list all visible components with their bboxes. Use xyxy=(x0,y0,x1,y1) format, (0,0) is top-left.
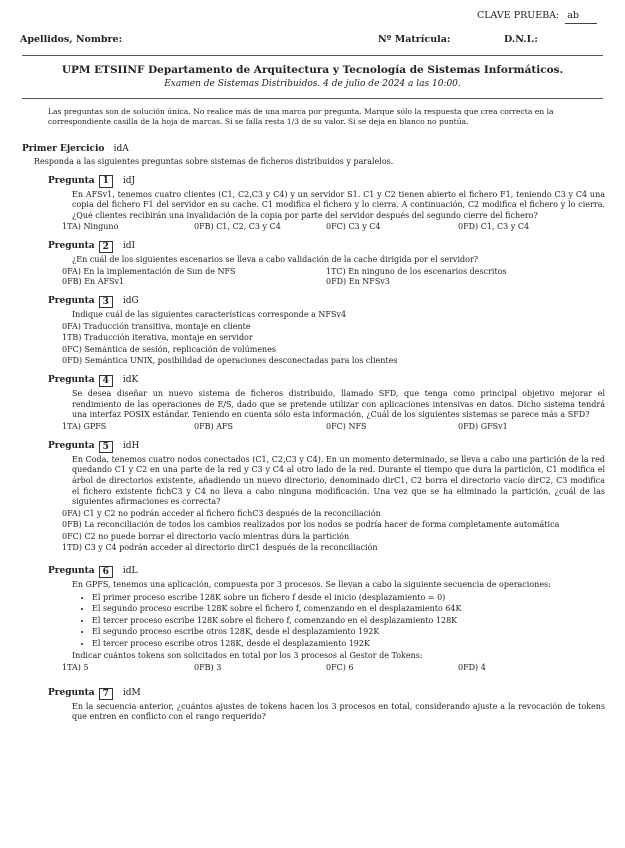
clave-value: ab xyxy=(565,10,597,24)
list-item: • El segundo proceso escribe otros 128K, desde el desplazamiento 192K xyxy=(92,627,605,638)
exam-title: UPM ETSIINF Departamento de Arquitectura y Tecnología de Sistemas Informáticos. xyxy=(61,64,564,76)
options xyxy=(62,509,605,554)
options xyxy=(62,663,605,674)
clave-prueba xyxy=(477,10,597,24)
question-label: Pregunta xyxy=(48,375,95,386)
question-7 xyxy=(22,688,605,723)
option: 0FC) Semántica de sesión, replicación de volúmenes xyxy=(62,344,277,354)
option: 1TC) En ninguno de los escenarios descritos xyxy=(326,266,507,276)
question-number: 5 xyxy=(99,441,113,453)
exam-subtitle: Examen de Sistemas Distribuidos. 4 de julio de 2024 a las 10:00. xyxy=(164,78,461,89)
option: 0FC) 6 xyxy=(326,662,354,672)
question-id: idL xyxy=(122,566,138,577)
question-id: idH xyxy=(122,440,140,451)
question-text: Se desea diseñar un nuevo sistema de ficheros distribuido, llamado SFD, que tenga como principal objetivo mejorar el rendimiento de las operaciones de E/S, dado que se pretende utilizar con aplicaciones intensivas en datos. Dicho sistema tendrá una interfaz POSIX estándar. Teniendo en cuenta sólo esta información, ¿Cuál de los siguientes sistemas se parece más a SFD? xyxy=(72,389,605,420)
exercise-heading xyxy=(22,144,605,156)
question-text: En AFSv1, tenemos cuatro clientes (C1, C2,C3 y C4) y un servidor S1. C1 y C2 tienen abierto el fichero F1, teniendo C3 y C4 una copia del fichero F1 del servidor en su cache. C1 modifica el fichero y lo cierra. A continuación, C2 modifica el fichero y lo cierra. ¿Qué clientes recibirán una invalidación de la copia por parte del servidor después del segundo cierre del fichero? xyxy=(72,189,605,220)
list-item: • El tercer proceso escribe otros 128K, desde el desplazamiento 192K xyxy=(92,639,605,650)
question-number: 3 xyxy=(99,296,113,308)
option: 1TD) C3 y C4 podrán acceder al directorio dirC1 después de la reconciliación xyxy=(62,543,378,553)
exercise-id: idA xyxy=(113,144,129,154)
option: 0FB) AFS xyxy=(194,422,233,431)
exercise-title: Primer Ejercicio xyxy=(22,144,105,154)
option: 1TA) 5 xyxy=(62,662,89,672)
question-id: idI xyxy=(122,241,136,252)
question-id: idJ xyxy=(122,175,136,186)
question-2 xyxy=(22,241,605,288)
question-3 xyxy=(22,296,605,367)
question-text: En la secuencia anterior, ¿cuántos ajustes de tokens hacen los 3 procesos en total, considerando ajuste a la revocación de tokens que entren en conflicto con el rango requerido? xyxy=(72,701,605,722)
option: 1TA) GPFS xyxy=(62,422,107,431)
question-5 xyxy=(22,441,605,554)
option: 0FD) C1, C3 y C4 xyxy=(458,222,530,232)
option: 0FB) C1, C2, C3 y C4 xyxy=(194,222,281,232)
question-4 xyxy=(22,375,605,433)
question-label: Pregunta xyxy=(48,241,95,252)
option: 0FC) C2 no puede borrar el directorio vacío mientras dura la partición xyxy=(62,531,350,541)
question-text: En GPFS, tenemos una aplicación, compuesta por 3 procesos. Se llevan a cabo la siguiente secuencia de operaciones: xyxy=(72,580,551,590)
question-number: 1 xyxy=(99,175,113,187)
instructions: Las preguntas son de solución única. No realice más de una marca por pregunta. Marque sólo la respuesta que crea correcta en la correspondiente casilla de la hoja de marcas. Si se falla resta 1/3 de su valor. Si se deja en blanco no puntúa. xyxy=(48,107,554,126)
dni-label: D.N.I.: xyxy=(504,34,538,45)
option: 1TA) Ninguno xyxy=(62,222,119,232)
question-6 xyxy=(22,566,605,674)
option: 0FD) 4 xyxy=(458,662,486,672)
question-text: Indique cuál de las siguientes características corresponde a NFSv4 xyxy=(72,310,347,320)
apellidos-label: Apellidos, Nombre: xyxy=(20,34,123,45)
question-id: idG xyxy=(122,296,139,307)
question-label: Pregunta xyxy=(48,175,95,186)
question-1 xyxy=(22,175,605,233)
option: 0FA) En la implementación de Sun de NFS xyxy=(62,266,236,276)
question-id: idK xyxy=(122,375,139,386)
options xyxy=(62,267,605,288)
list-item: • El tercer proceso escribe 128K sobre el fichero f, comenzando en el desplazamiento 128K xyxy=(92,616,605,627)
option: 1TB) Traducción iterativa, montaje en servidor xyxy=(62,333,253,343)
options xyxy=(62,422,605,433)
option: 0FB) La reconciliación de todos los cambios realizados por los nodos se podría hacer de forma completamente automática xyxy=(62,520,560,530)
list-item: • El segundo proceso escribe 128K sobre el fichero f, comenzando en el desplazamiento 64K xyxy=(92,604,605,615)
option: 0FA) C1 y C2 no podrán acceder al fichero fichC3 después de la reconciliación xyxy=(62,508,381,518)
exam-header xyxy=(22,55,603,99)
option: 0FB) 3 xyxy=(194,662,222,672)
matricula-label: Nº Matrícula: xyxy=(378,34,451,45)
option: 0FC) NFS xyxy=(326,422,367,431)
list-item: • El primer proceso escribe 128K sobre un fichero f desde el inicio (desplazamiento = 0) xyxy=(92,593,605,604)
question-number: 4 xyxy=(99,375,113,387)
option: 0FC) C3 y C4 xyxy=(326,222,381,232)
question-id: idM xyxy=(122,687,141,698)
exam-body xyxy=(22,144,605,723)
exercise-description: Responda a las siguientes preguntas sobre sistemas de ficheros distribuidos y paralelos. xyxy=(34,156,394,166)
option: 0FD) GFSv1 xyxy=(458,422,508,431)
option: 0FA) Traducción transitiva, montaje en cliente xyxy=(62,321,251,331)
question-number: 2 xyxy=(99,241,113,253)
question-text: En Coda, tenemos cuatro nodos conectados (C1, C2,C3 y C4). En un momento determinado, se lleva a cabo una partición de la red quedando C1 y C2 en una parte de la red y C3 y C4 al otro lado de la red. Durante el tiempo que dura la partición, C1 modifica el árbol de directorios existente, añadiendo un nuevo directorio, denominado dirC1, C2 borra el directorio vacío dirC2, C3 modifica el fichero existente fichC3 y C4 no lleva a cabo ninguna modificación. Una vez que se ha eliminado la partición, ¿cuál de las siguientes afirmaciones es correcta? xyxy=(72,454,605,507)
question-number: 6 xyxy=(99,566,113,578)
option: 0FB) En AFSv1 xyxy=(62,277,125,287)
clave-label: CLAVE PRUEBA: xyxy=(476,10,560,21)
question-number: 7 xyxy=(99,688,113,700)
option: 0FD) En NFSv3 xyxy=(326,277,390,287)
options xyxy=(62,222,605,233)
option: 0FD) Semántica UNIX, posibilidad de operaciones desconectadas para los clientes xyxy=(62,356,398,366)
question-label: Pregunta xyxy=(48,296,95,307)
question-text: ¿En cuál de los siguientes escenarios se lleva a cabo validación de la cache dirigida por el servidor? xyxy=(72,255,479,265)
options xyxy=(62,322,605,367)
question-label: Pregunta xyxy=(48,440,95,451)
question-text-2: Indicar cuántos tokens son solicitados en total por los 3 procesos al Gestor de Tokens: xyxy=(72,651,423,661)
step-list xyxy=(80,593,605,650)
question-label: Pregunta xyxy=(48,687,95,698)
question-label: Pregunta xyxy=(48,566,95,577)
